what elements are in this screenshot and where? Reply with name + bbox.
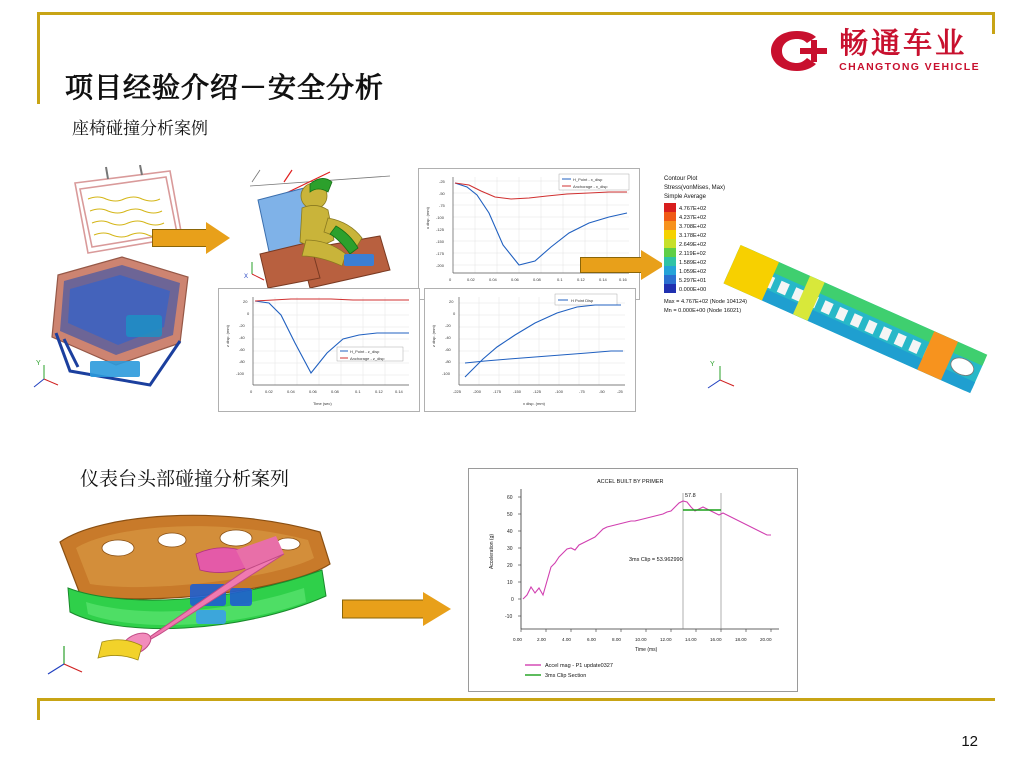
frame-line-top-right — [992, 12, 995, 34]
svg-text:Anchorage - x_disp: Anchorage - x_disp — [573, 184, 608, 189]
svg-text:0.00: 0.00 — [513, 637, 522, 642]
svg-text:Simple Average: Simple Average — [664, 194, 706, 200]
logo-text — [839, 26, 980, 74]
svg-text:3.178E+02: 3.178E+02 — [679, 233, 707, 239]
frame-line-top — [37, 12, 995, 15]
svg-text:Accel mag - P1 update0327: Accel mag - P1 update0327 — [545, 663, 613, 669]
svg-text:Time (sec): Time (sec) — [313, 401, 332, 406]
svg-text:-10: -10 — [505, 614, 513, 620]
svg-text:0: 0 — [250, 389, 253, 394]
svg-text:0.000E+00: 0.000E+00 — [679, 287, 707, 293]
svg-text:-200: -200 — [436, 263, 445, 268]
svg-text:0.04: 0.04 — [489, 277, 497, 282]
svg-text:x disp. (mm): x disp. (mm) — [523, 401, 545, 406]
svg-text:H_Point - z_disp: H_Point - z_disp — [350, 349, 380, 354]
svg-text:2.649E+02: 2.649E+02 — [679, 242, 707, 248]
svg-text:20.00: 20.00 — [760, 637, 772, 642]
svg-text:20: 20 — [243, 299, 248, 304]
svg-text:6.00: 6.00 — [587, 637, 596, 642]
svg-text:-25: -25 — [617, 389, 623, 394]
svg-text:-80: -80 — [239, 359, 245, 364]
svg-text:60: 60 — [507, 495, 513, 501]
svg-text:H_Point - x_disp: H_Point - x_disp — [573, 177, 603, 182]
frame-line-left — [37, 12, 40, 104]
company-logo — [767, 28, 980, 74]
svg-text:-100: -100 — [436, 215, 445, 220]
changtong-logo-icon — [767, 28, 829, 74]
contour-title: Contour Plot — [664, 176, 698, 182]
svg-text:-150: -150 — [436, 239, 445, 244]
svg-text:0: 0 — [511, 597, 514, 603]
svg-text:-40: -40 — [239, 335, 245, 340]
svg-text:Mn = 0.000E+00 (Node 16021): Mn = 0.000E+00 (Node 16021) — [664, 308, 742, 314]
svg-text:-175: -175 — [493, 389, 502, 394]
svg-text:-80: -80 — [445, 359, 451, 364]
svg-text:0.14: 0.14 — [395, 389, 403, 394]
arrow-seat-to-occupant — [152, 222, 232, 254]
svg-text:0.02: 0.02 — [265, 389, 273, 394]
svg-text:1.589E+02: 1.589E+02 — [679, 260, 707, 266]
svg-text:-25: -25 — [439, 179, 445, 184]
svg-text:57.8: 57.8 — [685, 493, 696, 499]
svg-text:2.119E+02: 2.119E+02 — [679, 251, 706, 257]
svg-text:-40: -40 — [445, 335, 451, 340]
svg-text:30: 30 — [507, 546, 513, 552]
svg-text:0: 0 — [453, 311, 456, 316]
svg-text:Time (ms): Time (ms) — [635, 647, 658, 653]
svg-text:-200: -200 — [473, 389, 482, 394]
svg-text:0.06: 0.06 — [511, 277, 519, 282]
svg-text:Stress(vonMises, Max): Stress(vonMises, Max) — [664, 185, 726, 191]
svg-text:0.08: 0.08 — [331, 389, 339, 394]
occupant-sled-model — [240, 166, 410, 296]
svg-text:-100: -100 — [236, 371, 245, 376]
logo-chinese-name: 畅通车业 — [839, 26, 968, 61]
svg-text:-100: -100 — [555, 389, 564, 394]
frame-line-bottom-left — [37, 698, 40, 720]
svg-text:0.14: 0.14 — [599, 277, 607, 282]
svg-text:0.1: 0.1 — [355, 389, 361, 394]
svg-text:z disp. (mm): z disp. (mm) — [431, 325, 436, 347]
svg-text:-175: -175 — [436, 251, 445, 256]
svg-text:Max = 4.767E+02 (Node 104124): Max = 4.767E+02 (Node 104124) — [664, 299, 748, 305]
svg-text:-125: -125 — [533, 389, 542, 394]
svg-text:0.1: 0.1 — [557, 277, 563, 282]
svg-text:-50: -50 — [439, 191, 445, 196]
svg-text:-100: -100 — [442, 371, 451, 376]
page-number: 12 — [961, 733, 978, 750]
logo-english-name: CHANGTONG VEHICLE — [839, 61, 980, 74]
svg-text:-75: -75 — [439, 203, 445, 208]
svg-text:4.767E+02: 4.767E+02 — [679, 206, 707, 212]
svg-text:20: 20 — [449, 299, 454, 304]
seat-cad-model — [30, 165, 210, 395]
arrow-dash-to-chart — [342, 592, 460, 626]
svg-text:-225: -225 — [453, 389, 462, 394]
svg-text:0.12: 0.12 — [577, 277, 585, 282]
svg-text:20: 20 — [507, 563, 513, 569]
svg-text:-50: -50 — [599, 389, 605, 394]
svg-text:x disp. (mm): x disp. (mm) — [425, 207, 430, 229]
svg-text:3.708E+02: 3.708E+02 — [679, 224, 707, 230]
svg-text:8.00: 8.00 — [612, 637, 621, 642]
svg-text:12.00: 12.00 — [660, 637, 672, 642]
svg-text:4.237E+02: 4.237E+02 — [679, 215, 707, 221]
svg-text:40: 40 — [507, 529, 513, 535]
svg-text:10.00: 10.00 — [635, 637, 647, 642]
svg-text:-150: -150 — [513, 389, 522, 394]
svg-text:16.00: 16.00 — [710, 637, 722, 642]
arrow-results-to-contour — [580, 250, 670, 280]
svg-text:-20: -20 — [445, 323, 451, 328]
svg-text:Acceleration (g): Acceleration (g) — [489, 533, 495, 569]
svg-text:Y: Y — [710, 361, 715, 368]
svg-text:-20: -20 — [239, 323, 245, 328]
svg-text:ACCEL BUILT BY PRIMER: ACCEL BUILT BY PRIMER — [597, 479, 664, 485]
svg-text:0.08: 0.08 — [533, 277, 541, 282]
svg-text:Anchorage - z_disp: Anchorage - z_disp — [350, 356, 385, 361]
chart-z-disp-vs-time — [218, 288, 420, 412]
svg-text:0: 0 — [449, 277, 452, 282]
instrument-panel-cad-model — [40, 492, 340, 682]
svg-text:50: 50 — [507, 512, 513, 518]
svg-text:-60: -60 — [445, 347, 451, 352]
svg-text:X: X — [244, 274, 249, 280]
page-title: 项目经验介绍－安全分析 — [65, 71, 385, 104]
svg-text:14.00: 14.00 — [685, 637, 697, 642]
svg-text:Y: Y — [36, 360, 41, 367]
svg-text:5.297E+01: 5.297E+01 — [679, 278, 707, 284]
svg-text:0.04: 0.04 — [287, 389, 295, 394]
svg-text:0: 0 — [247, 311, 250, 316]
svg-text:z disp. (mm): z disp. (mm) — [225, 325, 230, 347]
frame-line-bottom — [37, 698, 995, 701]
chart-head-impact-acceleration — [468, 468, 798, 692]
svg-text:-125: -125 — [436, 227, 445, 232]
svg-text:0.12: 0.12 — [375, 389, 383, 394]
svg-text:10: 10 — [507, 580, 513, 586]
svg-text:0.16: 0.16 — [619, 277, 627, 282]
svg-text:2.00: 2.00 — [537, 637, 546, 642]
section-heading-1: 座椅碰撞分析案例 — [72, 119, 208, 139]
svg-text:3ms Clip = 53.962990: 3ms Clip = 53.962990 — [629, 557, 683, 563]
svg-text:H Point Disp: H Point Disp — [571, 298, 594, 303]
svg-text:1.059E+02: 1.059E+02 — [679, 269, 707, 275]
svg-text:4.00: 4.00 — [562, 637, 571, 642]
svg-text:3ms Clip Section: 3ms Clip Section — [545, 673, 587, 679]
svg-text:-75: -75 — [579, 389, 585, 394]
chart-x-disp-vs-time — [418, 168, 640, 300]
fe-rail-contour-model — [700, 240, 1010, 400]
svg-text:0.06: 0.06 — [309, 389, 317, 394]
svg-text:-60: -60 — [239, 347, 245, 352]
chart-h-point-trajectory — [424, 288, 636, 412]
svg-text:0.02: 0.02 — [467, 277, 475, 282]
svg-text:18.00: 18.00 — [735, 637, 747, 642]
section-heading-2: 仪表台头部碰撞分析案列 — [80, 468, 290, 490]
